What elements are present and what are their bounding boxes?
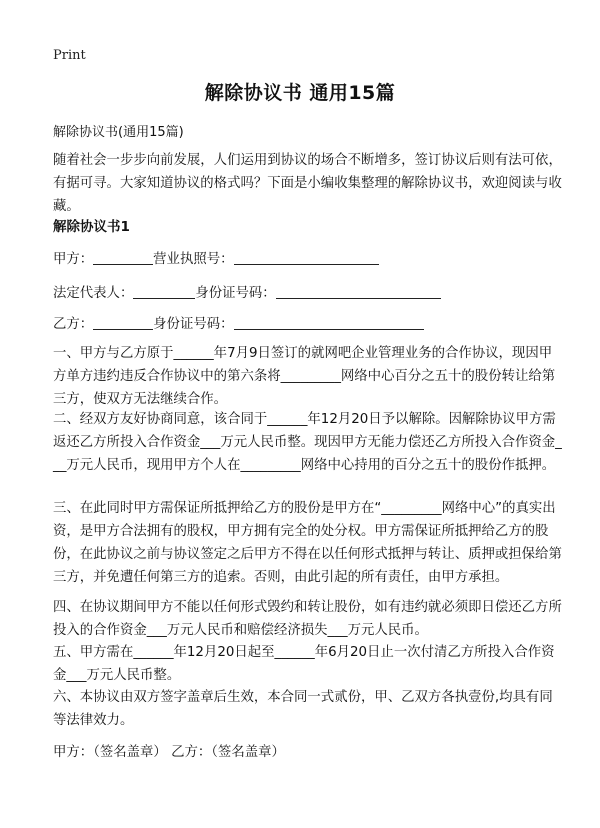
license-label: 营业执照号： <box>153 252 234 267</box>
clause-5: 五、甲方需在______年12月20日起至______年6月20日止一次付清乙方所投入合作资金___万元人民币整。 <box>53 645 555 683</box>
signature-line: 甲方：（签名盖章） 乙方：（签名盖章） <box>53 745 285 760</box>
party-b-label: 乙方： <box>53 317 94 332</box>
party-b-id-label: 身份证号码： <box>153 317 234 332</box>
clause-2: 二、经双方友好协商同意，该合同于______年12月20日予以解除。因解除协议甲方需返还乙方所投入合作资金___万元人民币整。现因甲方无能力偿还乙方所投入合作资金___万元人民币，现用甲方个人在_________网络中心持用的百分之五十的股份作抵押。 <box>53 412 562 473</box>
clause-4: 四、在协议期间甲方不能以任何形式毁约和转让股份，如有违约就必须即日偿还乙方所投入的合作资金___万元人民币和赔偿经济损失___万元人民币。 <box>53 600 562 638</box>
party-a-blank <box>93 250 153 265</box>
party-a-line <box>53 248 379 267</box>
legal-rep-label: 法定代表人： <box>53 286 134 301</box>
party-b-blank <box>93 315 153 330</box>
license-blank <box>234 250 379 265</box>
clause-1: 一、甲方与乙方原于______年7月9日签订的就网吧企业管理业务的合作协议，现因甲方单方违约违反合作协议中的第六条将_________网络中心百分之五十的股份转让给第三方，使双方无法继续合作。 <box>53 346 556 407</box>
document-subtitle: 解除协议书(通用15篇) <box>53 125 184 140</box>
party-a-label: 甲方： <box>53 252 94 267</box>
legal-rep-blank <box>133 284 195 299</box>
legal-rep-line <box>53 282 441 301</box>
party-b-line <box>53 313 424 332</box>
print-label[interactable]: Print <box>53 48 86 63</box>
legal-rep-id-label: 身份证号码： <box>195 286 276 301</box>
party-b-id-blank <box>234 315 424 330</box>
document-title: 解除协议书 通用15篇 <box>204 82 396 104</box>
clause-6: 六、本协议由双方签字盖章后生效，本合同一式贰份，甲、乙双方各执壹份,均具有同等法律效力。 <box>53 690 553 728</box>
section-heading: 解除协议书1 <box>53 219 130 235</box>
clause-3: 三、在此同时甲方需保证所抵押给乙方的股份是甲方在“_________网络中心”的真实出资，是甲方合法拥有的股权，甲方拥有完全的处分权。甲方需保证所抵押给乙方的股份，在此协议之前与协议签定之后甲方不得在以任何形式抵押与转让、质押或担保给第三方，并免遭任何第三方的追索。否则，由此引起的所有责任，由甲方承担。 <box>53 501 562 585</box>
legal-rep-id-blank <box>276 284 441 299</box>
intro-paragraph: 随着社会一步步向前发展，人们运用到协议的场合不断增多，签订协议后则有法可依，有据可寻。大家知道协议的格式吗？下面是小编收集整理的解除协议书，欢迎阅读与收藏。 <box>53 153 562 214</box>
